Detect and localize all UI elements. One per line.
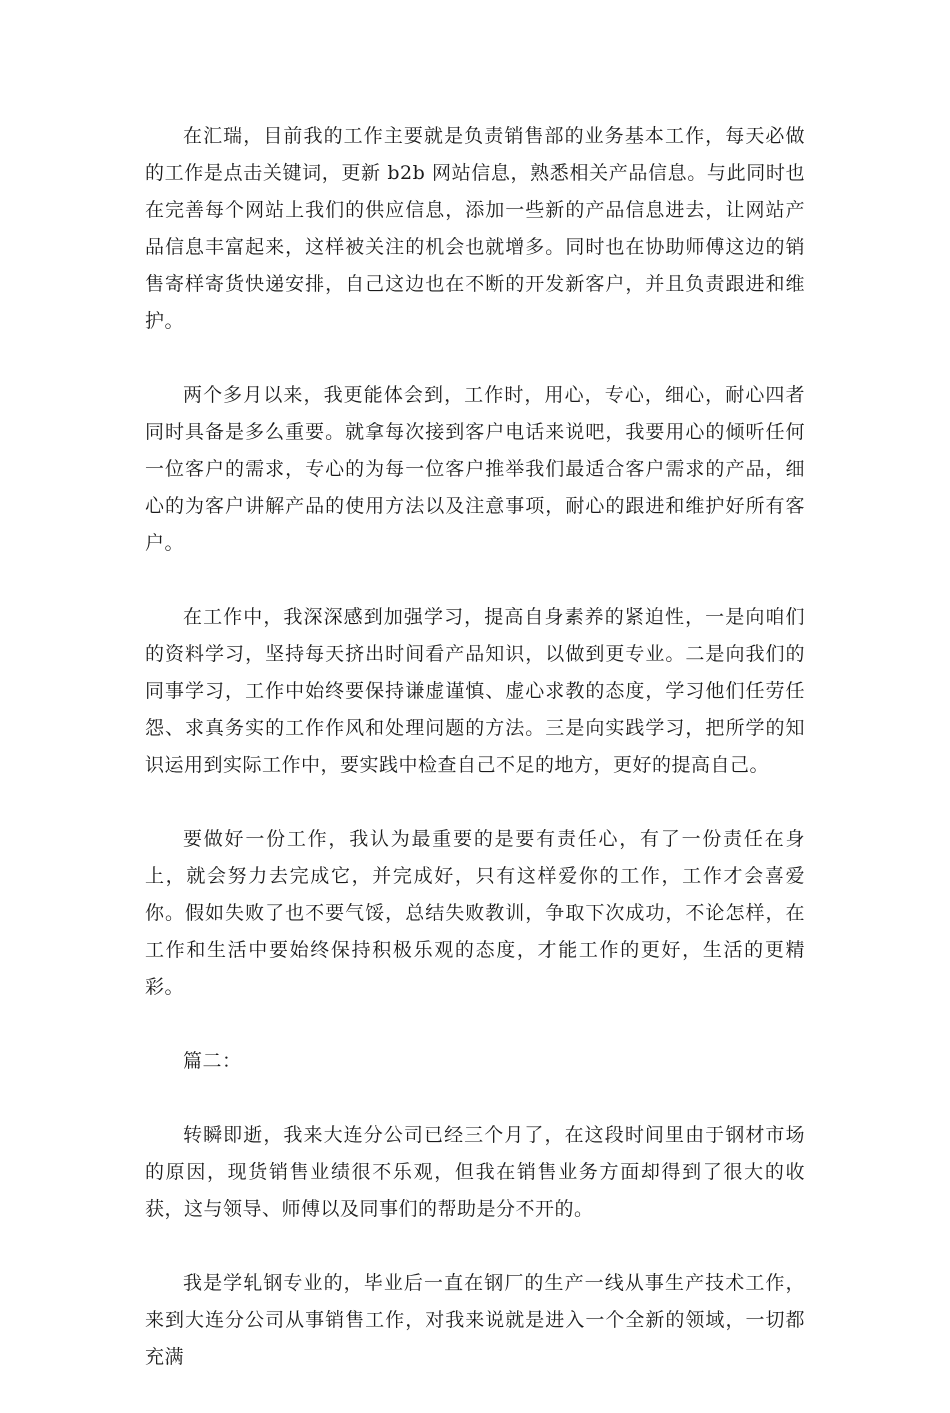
paragraph-work-duties: 在汇瑞，目前我的工作主要就是负责销售部的业务基本工作，每天必做的工作是点击关键词，更新 b2b 网站信息，熟悉相关产品信息。与此同时也在完善每个网站上我们的供应信息，添加一些新的产品信息进去，让网站产品信息丰富起来，这样被关注的机会也就增多。同时也在协助师傅这边的销售寄样寄货快递安排，自己这边也在不断的开发新客户，并且负责跟进和维护。 [145, 125, 805, 332]
paragraph-rolling-steel: 我是学轧钢专业的，毕业后一直在钢厂的生产一线从事生产技术工作，来到大连分公司从事销售工作，对我来说就是进入一个全新的领域，一切都充满 [145, 1272, 805, 1368]
paragraph-dalian-branch: 转瞬即逝，我来大连分公司已经三个月了，在这段时间里由于钢材市场的原因，现货销售业绩很不乐观，但我在销售业务方面却得到了很大的收获，这与领导、师傅以及同事们的帮助是分不开的。 [145, 1124, 805, 1220]
document-body [145, 118, 805, 1413]
paragraph-four-hearts: 两个多月以来，我更能体会到，工作时，用心，专心，细心，耐心四者同时具备是多么重要。就拿每次接到客户电话来说吧，我要用心的倾听任何一位客户的需求，专心的为每一位客户推举我们最适合客户需求的产品，细心的为客户讲解产品的使用方法以及注意事项，耐心的跟进和维护好所有客户。 [145, 384, 805, 554]
paragraph-learning: 在工作中，我深深感到加强学习，提高自身素养的紧迫性，一是向咱们的资料学习，坚持每天挤出时间看产品知识，以做到更专业。二是向我们的同事学习，工作中始终要保持谦虚谨慎、虚心求教的态度，学习他们任劳任怨、求真务实的工作作风和处理问题的方法。三是向实践学习，把所学的知识运用到实际工作中，要实践中检查自己不足的地方，更好的提高自己。 [145, 606, 805, 776]
paragraph-responsibility: 要做好一份工作，我认为最重要的是要有责任心，有了一份责任在身上，就会努力去完成它，并完成好，只有这样爱你的工作，工作才会喜爱你。假如失败了也不要气馁，总结失败教训，争取下次成功，不论怎样，在工作和生活中要始终保持积极乐观的态度，才能工作的更好，生活的更精彩。 [145, 828, 805, 998]
section-heading: 篇二： [183, 1050, 242, 1072]
